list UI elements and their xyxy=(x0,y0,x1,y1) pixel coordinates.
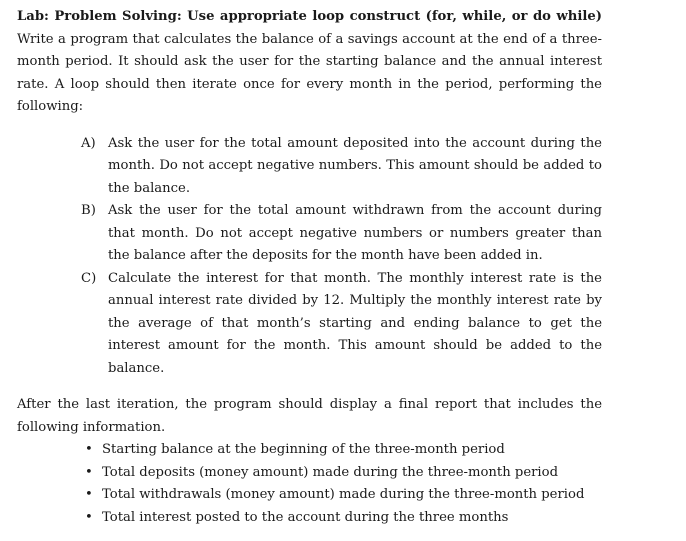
lab-title: Lab: Problem Solving: Use appropriate loop construct (for, while, or do while) xyxy=(17,9,602,24)
report-item-text: Total deposits (money amount) made during the three-month period xyxy=(102,464,559,480)
step-text: Ask the user for the total amount deposited into the account during the month. Do not accept negative numbers. This amount should be added to the balance. xyxy=(108,135,602,196)
document-body xyxy=(17,6,602,529)
step-marker: B) xyxy=(81,203,96,218)
report-item xyxy=(85,507,602,530)
bullet-icon: • xyxy=(85,464,93,480)
step-text: Ask the user for the total amount withdrawn from the account during that month. Do not accept negative numbers or numbers greater than the balance after the deposits for the month have been added in. xyxy=(108,203,602,263)
step-marker: C) xyxy=(81,270,97,286)
step-marker: A) xyxy=(81,135,96,151)
bullet-icon: • xyxy=(85,509,93,525)
step-text: Calculate the interest for that month. The monthly interest rate is the annual interest rate divided by 12. Multiply the monthly interest rate by the average of that month’s starting and ending balance to get the interest amount for the month. This amount should be added to the balance. xyxy=(108,270,602,376)
report-item-text: Total interest posted to the account during the three months xyxy=(102,509,509,525)
report-list xyxy=(17,439,602,529)
intro-paragraph xyxy=(17,6,602,119)
step-item xyxy=(81,268,602,381)
report-intro-paragraph: After the last iteration, the program should display a final report that includes the following information. xyxy=(17,397,602,435)
report-item-text: Total withdrawals (money amount) made during the three-month period xyxy=(102,487,585,502)
intro-text: Write a program that calculates the balance of a savings account at the end of a three-month period. It should ask the user for the starting balance and the annual interest rate. A loop should then iterate once for every month in the period, performing the following: xyxy=(17,31,602,114)
step-item xyxy=(81,200,602,268)
bullet-icon: • xyxy=(85,487,93,502)
step-item xyxy=(81,133,602,201)
report-item-text: Starting balance at the beginning of the three-month period xyxy=(102,442,505,457)
report-item xyxy=(85,484,602,507)
bullet-icon: • xyxy=(85,442,93,457)
report-item xyxy=(85,462,602,485)
report-item xyxy=(85,439,602,462)
step-list xyxy=(17,133,602,381)
